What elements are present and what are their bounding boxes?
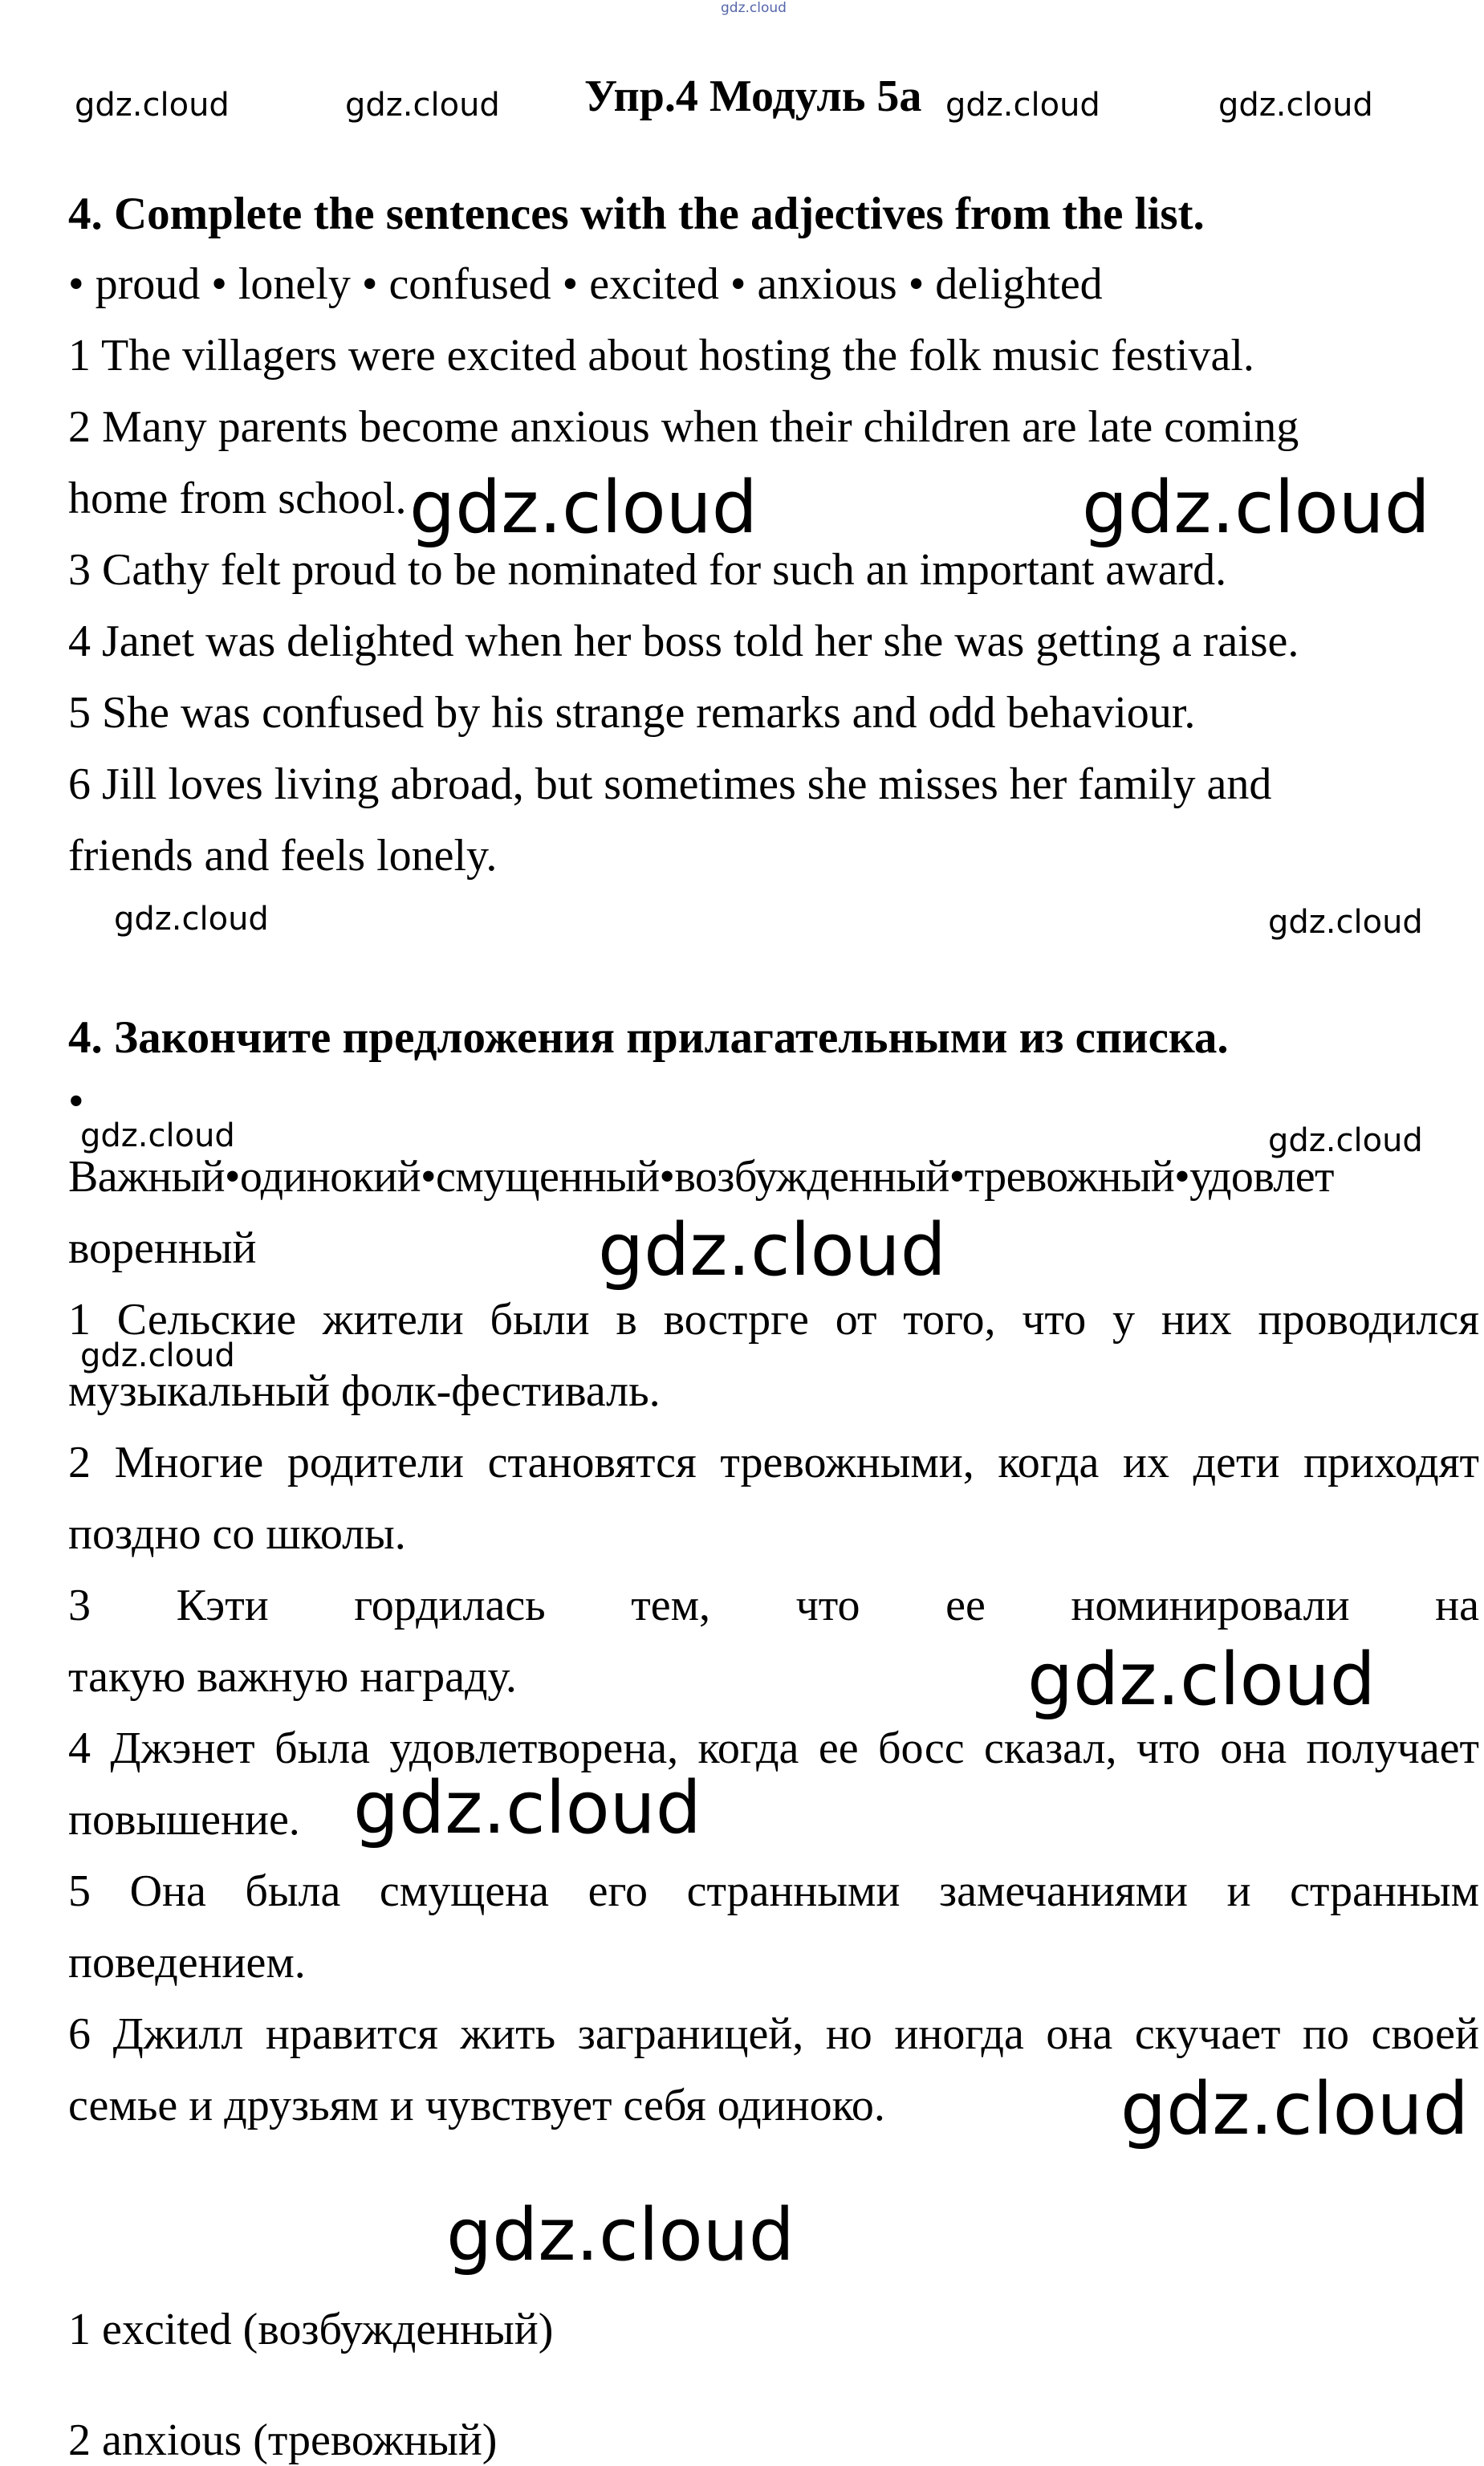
watermark-header-2: gdz.cloud — [345, 87, 500, 124]
watermark-big: gdz.cloud — [1120, 2067, 1469, 2151]
english-line: home from school. — [68, 474, 407, 523]
russian-word-list-cont: воренный — [68, 1223, 257, 1273]
english-line: 4 Janet was delighted when her boss told her she was getting a raise. — [68, 616, 1299, 666]
watermark-big: gdz.cloud — [446, 2193, 795, 2277]
russian-word-list: Важный•одинокий•смущенный•возбужденный•тревожный•удовлет — [68, 1152, 1334, 1202]
english-line: 1 The villagers were excited about hosting the folk music festival. — [68, 331, 1254, 380]
russian-line: поздно со школы. — [68, 1509, 406, 1559]
russian-line: 4 Джэнет была удовлетворена, когда ее босс сказал, что она получает — [68, 1723, 1479, 1773]
watermark-header-1: gdz.cloud — [75, 87, 230, 124]
watermark-small: gdz.cloud — [114, 901, 269, 938]
answer-line: 2 anxious (тревожный) — [68, 2415, 498, 2465]
answer-line: 1 excited (возбужденный) — [68, 2305, 554, 2354]
watermark-small: gdz.cloud — [80, 1337, 235, 1374]
watermark-header-3: gdz.cloud — [945, 87, 1100, 124]
russian-line: такую важную награду. — [68, 1652, 517, 1702]
watermark-small: gdz.cloud — [1268, 1122, 1423, 1159]
russian-line: 3 Кэти гордилась тем, что ее номинировали на — [68, 1581, 1479, 1630]
russian-line: 6 Джилл нравится жить заграницей, но иногда она скучает по своей — [68, 2009, 1479, 2059]
english-word-list: • proud • lonely • confused • excited • anxious • delighted — [68, 259, 1103, 309]
english-line: 3 Cathy felt proud to be nominated for such an important award. — [68, 545, 1227, 595]
watermark-big: gdz.cloud — [353, 1766, 701, 1850]
watermark-big: gdz.cloud — [598, 1208, 946, 1292]
page-title: Упр.4 Модуль 5а — [584, 71, 922, 121]
watermark-header-4: gdz.cloud — [1218, 87, 1373, 124]
watermark-big: gdz.cloud — [409, 466, 758, 550]
russian-line: поведением. — [68, 1938, 306, 1988]
russian-line: 2 Многие родители становятся тревожными, когда их дети приходят — [68, 1438, 1479, 1487]
english-line: 5 She was confused by his strange remarks and odd behaviour. — [68, 688, 1196, 738]
english-line: friends and feels lonely. — [68, 831, 498, 881]
watermark-small: gdz.cloud — [1268, 904, 1423, 941]
watermark-big: gdz.cloud — [1027, 1638, 1376, 1722]
russian-bullet: • — [68, 1076, 84, 1126]
watermark-big: gdz.cloud — [1082, 466, 1430, 550]
english-line: 6 Jill loves living abroad, but sometimes she misses her family and — [68, 759, 1272, 809]
english-line: 2 Many parents become anxious when their children are late coming — [68, 402, 1299, 452]
watermark-top-tiny: gdz.cloud — [721, 0, 787, 16]
russian-line: повышение. — [68, 1795, 300, 1845]
russian-line: музыкальный фолк-фестиваль. — [68, 1366, 661, 1416]
english-heading: 4. Complete the sentences with the adjectives from the list. — [68, 189, 1205, 239]
russian-heading: 4. Закончите предложения прилагательными из списка. — [68, 1012, 1229, 1063]
russian-line: 5 Она была смущена его странными замечаниями и странным — [68, 1866, 1479, 1916]
russian-line: семье и друзьям и чувствует себя одиноко. — [68, 2081, 885, 2130]
russian-line: 1 Сельские жители были в востргe от того, что у них проводился — [68, 1295, 1479, 1345]
watermark-small: gdz.cloud — [80, 1117, 235, 1154]
